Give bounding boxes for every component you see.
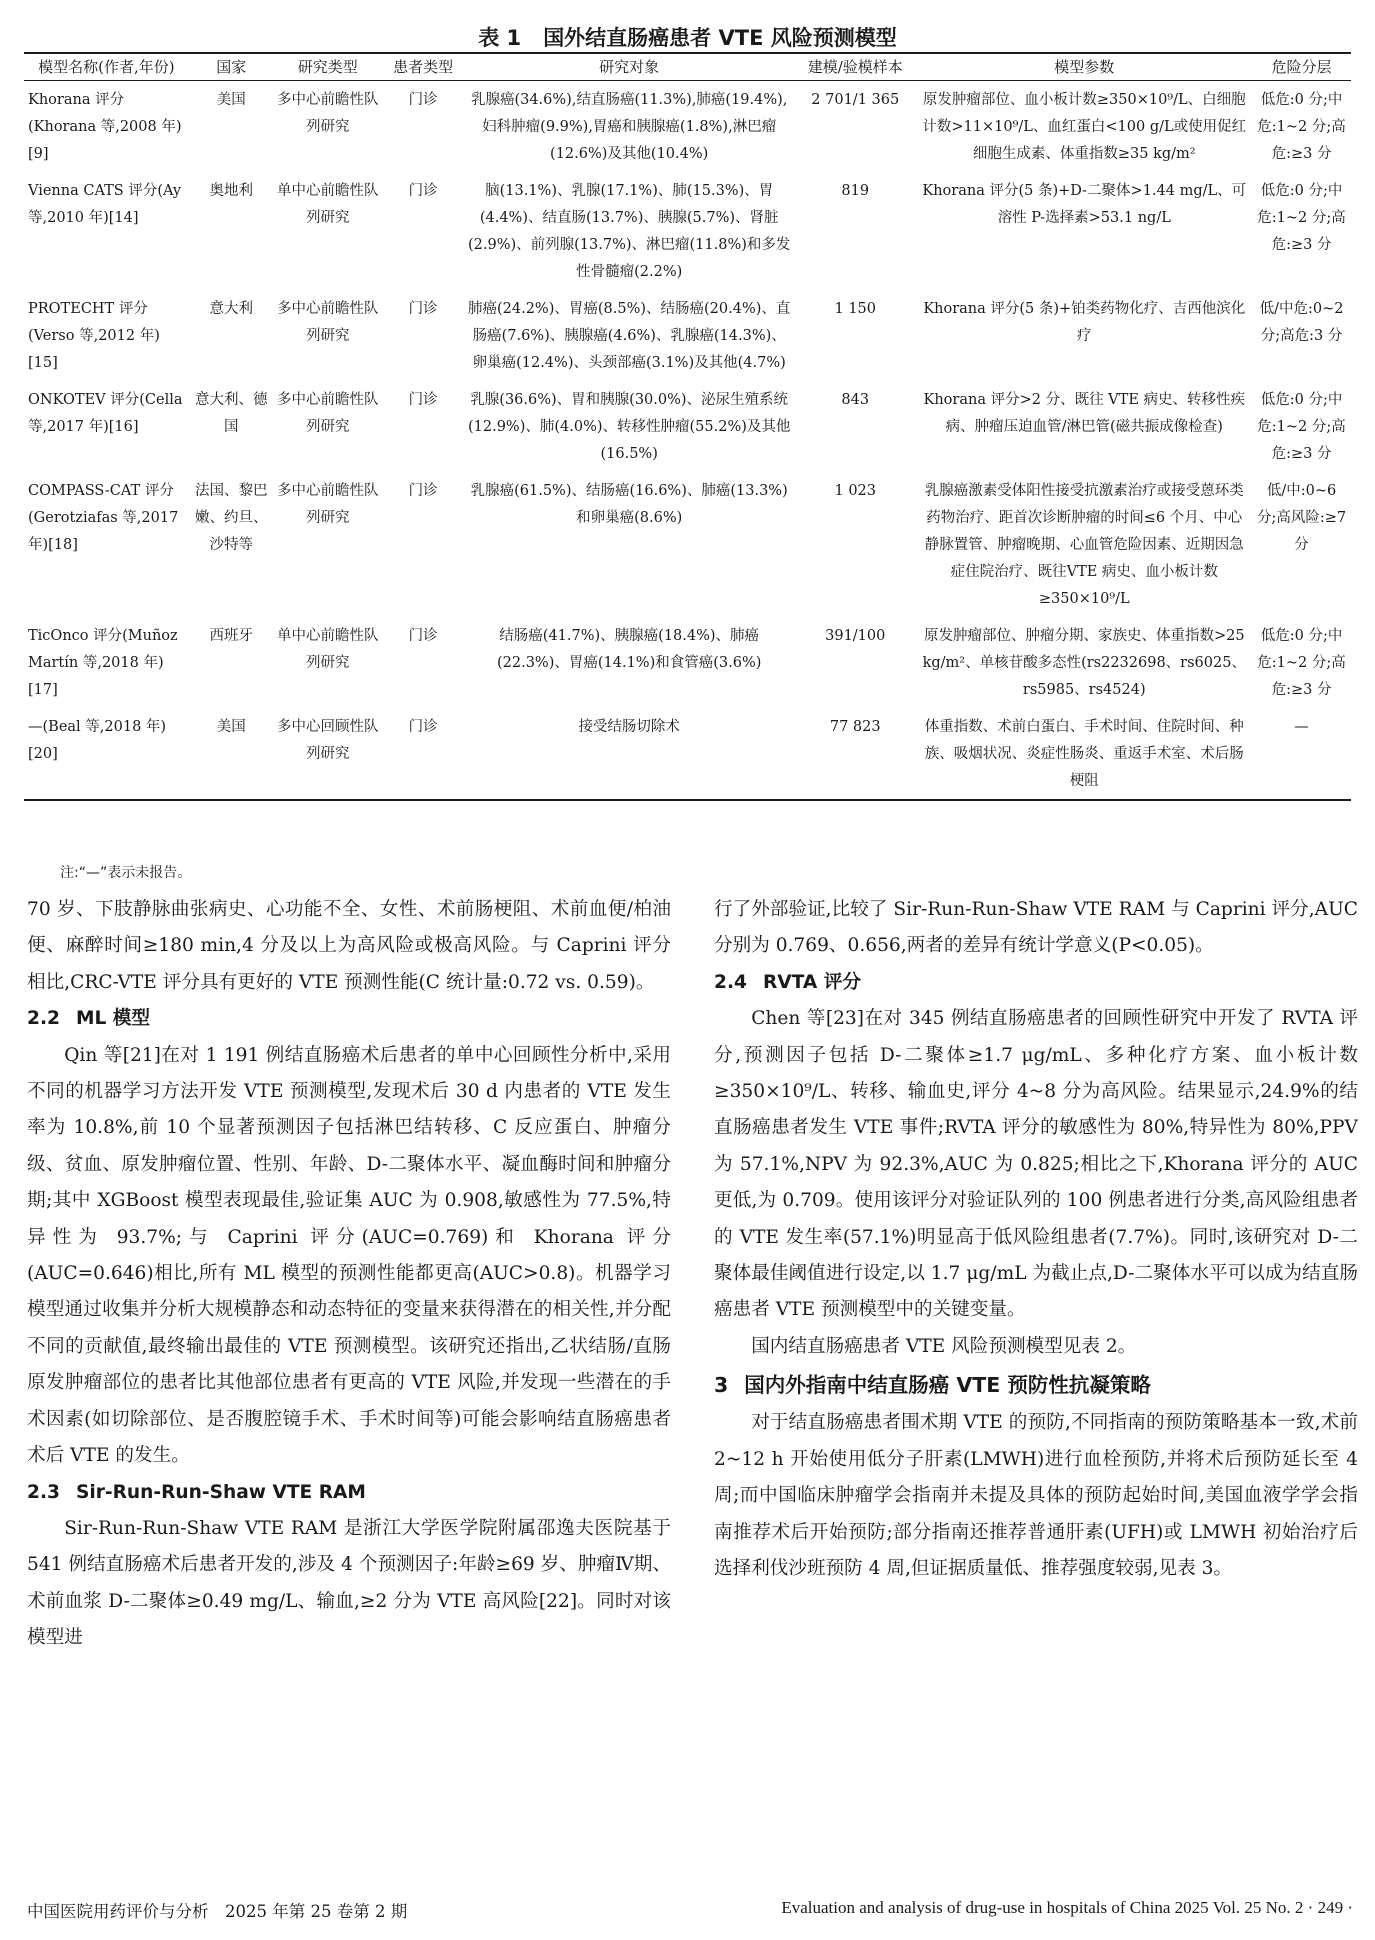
section-heading-3 — [714, 1365, 1358, 1405]
table-row — [24, 81, 1351, 173]
column-header: 患者类型 — [393, 58, 454, 76]
table-row — [24, 290, 1351, 381]
subjects-cell: 肺癌(24.2%)、胃癌(8.5%)、结肠癌(20.4%)、直肠癌(7.6%)、胰腺癌(4.6%)、乳腺癌(14.3%)、卵巢癌(12.4%)、头颈部癌(3.1%)及其他(4.7%) — [467, 301, 791, 371]
model-name-cell: COMPASS-CAT 评分(Gerotziafas 等,2017 年)[18] — [28, 483, 179, 553]
study-type-cell: 多中心前瞻性队列研究 — [277, 301, 379, 344]
risk-cell: 低/中危:0~2 分;高危:3 分 — [1259, 301, 1344, 344]
sample-cell: 819 — [841, 183, 870, 199]
journal-footer: 中国医院用药评价与分析 2025 年第 25 卷第 2 期 — [27, 1902, 408, 1921]
column-header: 建模/验模样本 — [807, 58, 903, 76]
country-cell: 西班牙 — [209, 628, 253, 644]
paragraph: Qin 等[21]在对 1 191 例结直肠癌术后患者的单中心回顾性分析中,采用不同的机器学习方法开发 VTE 预测模型,发现术后 30 d 内患者的 VTE 发生率为 10.8%,前 10 个显著预测因子包括淋巴结转移、C 反应蛋白、肿瘤分级、贫血、原发肿瘤位置、性别、年龄、D-二聚体水平、凝血酶时间和肿瘤分期;其中 XGBoost 模型表现最佳,验证集 AUC 为 0.908,敏感性为 77.5%,特异性为 93.7%;与 Caprini 评分(AUC=0.769)和 Khorana 评分(AUC=0.646)相比,所有 ML 模型的预测性能都更高(AUC>0.8)。机器学习模型通过收集并分析大规模静态和动态特征的变量来获得潜在的相关性,并分配不同的贡献值,最终输出最佳的 VTE 预测模型。该研究还指出,乙状结肠/直肠原发肿瘤部位的患者比其他部位患者有更高的 VTE 风险,并发现一些潜在的手术因素(如切除部位、是否腹腔镜手术、手术时间等)可能会影响结直肠癌患者术后 VTE 的发生。 — [27, 1044, 671, 1467]
country-cell: 美国 — [216, 719, 246, 735]
section-title: ML 模型 — [75, 1008, 150, 1030]
table-row — [24, 172, 1351, 290]
country-cell: 意大利 — [209, 301, 253, 317]
table-row — [24, 708, 1351, 800]
table-row — [24, 617, 1351, 708]
subjects-cell: 乳腺癌(61.5%)、结肠癌(16.6%)、肺癌(13.3%)和卵巢癌(8.6%) — [470, 483, 788, 526]
risk-cell: — — [1294, 719, 1309, 735]
sample-cell: 1 023 — [834, 483, 877, 499]
country-cell: 意大利、德国 — [194, 392, 268, 435]
params-cell: Khorana 评分(5 条)+铂类药物化疗、吉西他滨化疗 — [923, 301, 1246, 344]
model-name-cell: ONKOTEV 评分(Cella 等,2017 年)[16] — [28, 392, 183, 435]
risk-model-table — [24, 52, 1351, 801]
study-type-cell: 多中心前瞻性队列研究 — [277, 483, 379, 526]
subjects-cell: 接受结肠切除术 — [578, 719, 680, 735]
right-column — [714, 892, 1358, 1587]
table-title: 国外结直肠癌患者 VTE 风险预测模型 — [543, 26, 897, 50]
model-name-cell: PROTECHT 评分(Verso 等,2012 年)[15] — [28, 301, 160, 371]
risk-cell: 低危:0 分;中危:1~2 分;高危:≥3 分 — [1257, 628, 1346, 698]
journal-footer-english: Evaluation and analysis of drug-use in hospitals of China 2025 Vol. 25 No. 2 · 249 · — [781, 1898, 1353, 1917]
table-row — [24, 472, 1351, 617]
subjects-cell: 乳腺癌(34.6%),结直肠癌(11.3%),肺癌(19.4%),妇科肿瘤(9.9%),胃癌和胰腺癌(1.8%),淋巴瘤(12.6%)及其他(10.4%) — [470, 92, 788, 162]
subjects-cell: 脑(13.1%)、乳腺(17.1%)、肺(15.3%)、胃(4.4%)、结直肠(13.7%)、胰腺(5.7%)、肾脏(2.9%)、前列腺(13.7%)、淋巴瘤(11.8%)和多发性骨髓瘤(2.2%) — [467, 183, 791, 280]
section-number: 2.3 — [27, 1481, 60, 1503]
patient-type-cell: 门诊 — [408, 92, 438, 108]
model-name-cell: —(Beal 等,2018 年)[20] — [28, 719, 167, 762]
column-header: 研究对象 — [599, 58, 660, 76]
study-type-cell: 多中心前瞻性队列研究 — [277, 92, 379, 135]
section-number: 2.4 — [714, 971, 747, 993]
section-title: Sir-Run-Run-Shaw VTE RAM — [75, 1481, 366, 1503]
params-cell: Khorana 评分>2 分、既往 VTE 病史、转移性疾病、肿瘤压迫血管/淋巴管(磁共振成像检查) — [923, 392, 1246, 435]
sample-cell: 843 — [841, 392, 870, 408]
column-header: 模型参数 — [1054, 58, 1115, 76]
patient-type-cell: 门诊 — [408, 628, 438, 644]
section-number: 2.2 — [27, 1008, 60, 1030]
column-header: 危险分层 — [1271, 58, 1332, 76]
table-header-row — [24, 53, 1351, 81]
section-heading-2-2 — [27, 1001, 671, 1037]
risk-cell: 低/中:0~6 分;高风险:≥7 分 — [1256, 483, 1347, 553]
column-header: 模型名称(作者,年份) — [38, 58, 175, 76]
params-cell: 原发肿瘤部位、血小板计数≥350×10⁹/L、白细胞计数>11×10⁹/L、血红蛋白<100 g/L或使用促红细胞生成素、体重指数≥35 kg/m² — [922, 92, 1247, 162]
sample-cell: 391/100 — [825, 628, 886, 644]
table-caption — [0, 22, 1375, 52]
model-name-cell: TicOnco 评分(Muñoz Martín 等,2018 年)[17] — [28, 628, 178, 698]
table-number: 表 1 — [478, 26, 522, 50]
country-cell: 美国 — [216, 92, 246, 108]
section-title: RVTA 评分 — [762, 971, 861, 993]
sample-cell: 1 150 — [834, 301, 877, 317]
patient-type-cell: 门诊 — [408, 301, 438, 317]
study-type-cell: 单中心前瞻性队列研究 — [277, 183, 379, 226]
section-heading-2-3 — [27, 1475, 671, 1511]
paragraph: 国内结直肠癌患者 VTE 风险预测模型见表 2。 — [751, 1335, 1137, 1357]
section-title: 国内外指南中结直肠癌 VTE 预防性抗凝策略 — [744, 1373, 1151, 1398]
risk-cell: 低危:0 分;中危:1~2 分;高危:≥3 分 — [1257, 92, 1346, 162]
patient-type-cell: 门诊 — [408, 483, 438, 499]
patient-type-cell: 门诊 — [408, 719, 438, 735]
paragraph: 对于结直肠癌患者围术期 VTE 的预防,不同指南的预防策略基本一致,术前 2~12 h 开始使用低分子肝素(LMWH)进行血栓预防,并将术后预防延长至 4 周;而中国临床肿瘤学会指南并未提及具体的预防起始时间,美国血液学学会指南推荐术后开始预防;部分指南还推荐普通肝素(UFH)或 LMWH 初始治疗后选择利伐沙班预防 4 周,但证据质量低、推荐强度较弱,见表 3。 — [714, 1412, 1358, 1579]
table-row — [24, 381, 1351, 472]
risk-cell: 低危:0 分;中危:1~2 分;高危:≥3 分 — [1257, 392, 1346, 462]
study-type-cell: 单中心前瞻性队列研究 — [277, 628, 379, 671]
table-note: 注:“—”表示未报告。 — [60, 865, 192, 881]
subjects-cell: 结肠癌(41.7%)、胰腺癌(18.4%)、肺癌(22.3%)、胃癌(14.1%)和食管癌(3.6%) — [496, 628, 762, 671]
params-cell: 体重指数、术前白蛋白、手术时间、住院时间、种族、吸烟状况、炎症性肠炎、重返手术室、术后肠梗阻 — [924, 719, 1244, 789]
country-cell: 奥地利 — [209, 183, 253, 199]
patient-type-cell: 门诊 — [408, 392, 438, 408]
section-heading-2-4 — [714, 965, 1358, 1001]
sample-cell: 77 823 — [829, 719, 881, 735]
column-header: 国家 — [216, 58, 247, 76]
paragraph: 行了外部验证,比较了 Sir-Run-Run-Shaw VTE RAM 与 Caprini 评分,AUC 分别为 0.769、0.656,两者的差异有统计学意义(P<0.05)。 — [714, 899, 1358, 957]
study-type-cell: 多中心前瞻性队列研究 — [277, 392, 379, 435]
model-name-cell: Vienna CATS 评分(Ay 等,2010 年)[14] — [28, 183, 182, 226]
country-cell: 法国、黎巴嫩、约旦、沙特等 — [194, 483, 268, 553]
params-cell: 乳腺癌激素受体阳性接受抗激素治疗或接受蒽环类药物治疗、距首次诊断肿瘤的时间≤6 个月、中心静脉置管、肿瘤晚期、心血管危险因素、近期因急症住院治疗、既往VTE 病史、血小板计数≥350×10⁹/L — [924, 483, 1244, 607]
left-column — [27, 892, 671, 1657]
section-number: 3 — [714, 1373, 729, 1398]
paragraph: 70 岁、下肢静脉曲张病史、心功能不全、女性、术前肠梗阻、术前血便/柏油便、麻醉时间≥180 min,4 分及以上为高风险或极高风险。与 Caprini 评分相比,CRC-VTE 评分具有更好的 VTE 预测性能(C 统计量:0.72 vs. 0.59)。 — [27, 899, 671, 993]
patient-type-cell: 门诊 — [408, 183, 438, 199]
params-cell: 原发肿瘤部位、肿瘤分期、家族史、体重指数>25 kg/m²、单核苷酸多态性(rs2232698、rs6025、rs5985、rs4524) — [922, 628, 1246, 698]
paragraph: Chen 等[23]在对 345 例结直肠癌患者的回顾性研究中开发了 RVTA 评分,预测因子包括 D-二聚体≥1.7 μg/mL、多种化疗方案、血小板计数≥350×10⁹/L、转移、输血史,评分 4~8 分为高风险。结果显示,24.9%的结直肠癌患者发生 VTE 事件;RVTA 评分的敏感性为 80%,特异性为 80%,PPV 为 57.1%,NPV 为 92.3%,AUC 为 0.825;相比之下,Khorana 评分的 AUC 更低,为 0.709。使用该评分对验证队列的 100 例患者进行分类,高风险组患者的 VTE 发生率(57.1%)明显高于低风险组患者(7.7%)。同时,该研究对 D-二聚体最佳阈值进行设定,以 1.7 μg/mL 为截止点,D-二聚体水平可以成为结直肠癌患者 VTE 预测模型中的关键变量。 — [714, 1008, 1358, 1321]
study-type-cell: 多中心回顾性队列研究 — [277, 719, 379, 762]
model-name-cell: Khorana 评分(Khorana 等,2008 年)[9] — [28, 92, 182, 162]
column-header: 研究类型 — [297, 58, 358, 76]
paragraph: Sir-Run-Run-Shaw VTE RAM 是浙江大学医学院附属邵逸夫医院基于 541 例结直肠癌术后患者开发的,涉及 4 个预测因子:年龄≥69 岁、肿瘤Ⅳ期、术前血浆 D-二聚体≥0.49 mg/L、输血,≥2 分为 VTE 高风险[22]。同时对该模型进 — [27, 1517, 671, 1649]
risk-cell: 低危:0 分;中危:1~2 分;高危:≥3 分 — [1257, 183, 1346, 253]
sample-cell: 2 701/1 365 — [811, 92, 900, 108]
params-cell: Khorana 评分(5 条)+D-二聚体>1.44 mg/L、可溶性 P-选择素>53.1 ng/L — [922, 183, 1247, 226]
subjects-cell: 乳腺(36.6%)、胃和胰腺(30.0%)、泌尿生殖系统(12.9%)、肺(4.0%)、转移性肿瘤(55.2%)及其他(16.5%) — [467, 392, 791, 462]
